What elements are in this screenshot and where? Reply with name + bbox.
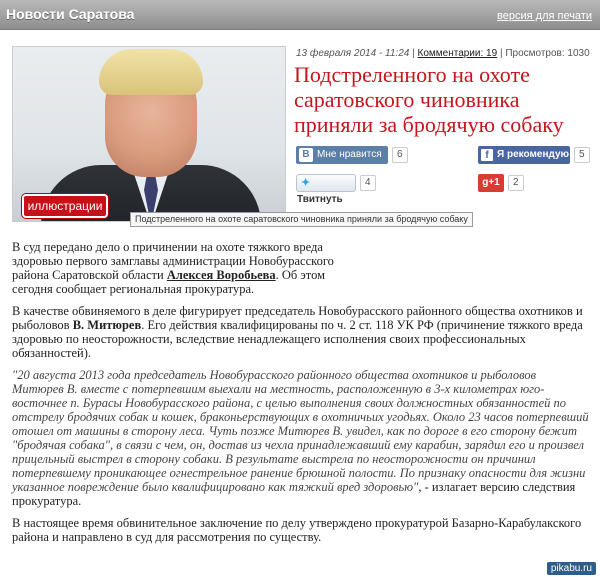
paragraph-text: В качестве обвиняемого в деле фигурирует председатель Новобурасского районного общества охотников и рыболовов: [12, 304, 583, 332]
views-count: Просмотров: 1030: [505, 48, 590, 59]
site-header: [0, 0, 600, 30]
photo-tooltip: Подстреленного на охоте саратовского чиновника приняли за бродячую собаку: [130, 212, 473, 227]
paragraph-text: В суд передано дело о причинении на охоте тяжкого вреда здоровью первого замглавы администрации Новобурасского района Саратовской области: [12, 240, 334, 282]
facebook-recommend-count: 5: [574, 147, 590, 163]
meta-separator: |: [409, 48, 418, 59]
paragraph-text: , - излагает версию следствия прокуратура.: [12, 480, 576, 508]
prosecutor-quote: "20 августа 2013 года председатель Новобурасского районного общества охотников и рыболовов Митюрев В. вместе с потерпевшим выехали на местность, расположенную в 3-х километрах юго-восточнее п. Бурасы Новобурасского района, с целью выполнения своих должностных обязанностей по отстрелу бродячих собак и кошек, браконьерствующих в охотничьих угодьях. Около 23 часов потерпевший отошел от машины в сторону леса. Чуть позже Митюрев В. увидел, как по дороге в его сторону бежит "бродячая собака", в связи с чем, он, достав из чехла принадлежавший ему карабин, зарядил его и произвел прицельный выстрел в сторону собаки. В результате выстрела по неосторожности он причинил потерпевшему проникающее огнестрельное ранение брюшной полости. По признаку опасности для жизни указанное повреждение было квалифицировано как тяжкий вред здоровью": [12, 368, 589, 494]
google-plus-count: 2: [508, 175, 524, 191]
vk-like-label: Мне нравится: [317, 149, 382, 160]
print-version-link[interactable]: версия для печати: [497, 10, 592, 22]
article-meta: [296, 48, 590, 59]
person-name: В. Митюрев: [72, 318, 142, 332]
article-quote-paragraph: [12, 368, 590, 508]
article-body: [12, 240, 590, 552]
tweet-label: Твитнуть: [297, 194, 343, 205]
article-headline: Подстреленного на охоте саратовского чиновника приняли за бродячую собаку: [294, 62, 564, 137]
photo-hair: [99, 49, 203, 95]
vk-like-button[interactable]: [296, 146, 388, 164]
article-paragraph: [12, 240, 342, 296]
twitter-bird-icon: ✦: [301, 177, 311, 189]
paragraph-text: . Его действия квалифицированы по ч. 2 ст. 118 УК РФ (причинение тяжкого вреда здоровью по неосторожности, вследствие ненадлежащего исполнения своих профессиональных обязанностей).: [12, 318, 583, 360]
article-paragraph: [12, 304, 590, 360]
facebook-icon: f: [481, 149, 493, 161]
vk-like-count: 6: [392, 147, 408, 163]
comments-link[interactable]: Комментарии: 19: [417, 48, 498, 59]
article-paragraph: [12, 516, 590, 544]
facebook-recommend-button[interactable]: [478, 146, 570, 164]
vk-icon: B: [299, 148, 313, 162]
person-link[interactable]: Алексея Воробьева: [166, 268, 276, 282]
tweet-button[interactable]: [296, 174, 356, 205]
paragraph-text: . Об этом сегодня сообщает региональная прокуратура.: [12, 268, 325, 296]
pikabu-watermark: pikabu.ru: [547, 562, 596, 575]
meta-separator: |: [497, 48, 506, 59]
illustrations-button[interactable]: иллюстрации: [22, 194, 108, 218]
tweet-count: 4: [360, 175, 376, 191]
site-title[interactable]: Новости Саратова: [6, 6, 135, 22]
google-plus-button[interactable]: g+1: [478, 174, 504, 192]
facebook-recommend-label: Я рекомендую: [497, 149, 570, 160]
paragraph-text: В настоящее время обвинительное заключение по делу утверждено прокуратурой Базарно-Карабулакского района и направлено в суд для рассмотрения по существу.: [12, 516, 582, 544]
publish-date: 13 февраля 2014 - 11:24: [296, 48, 410, 59]
